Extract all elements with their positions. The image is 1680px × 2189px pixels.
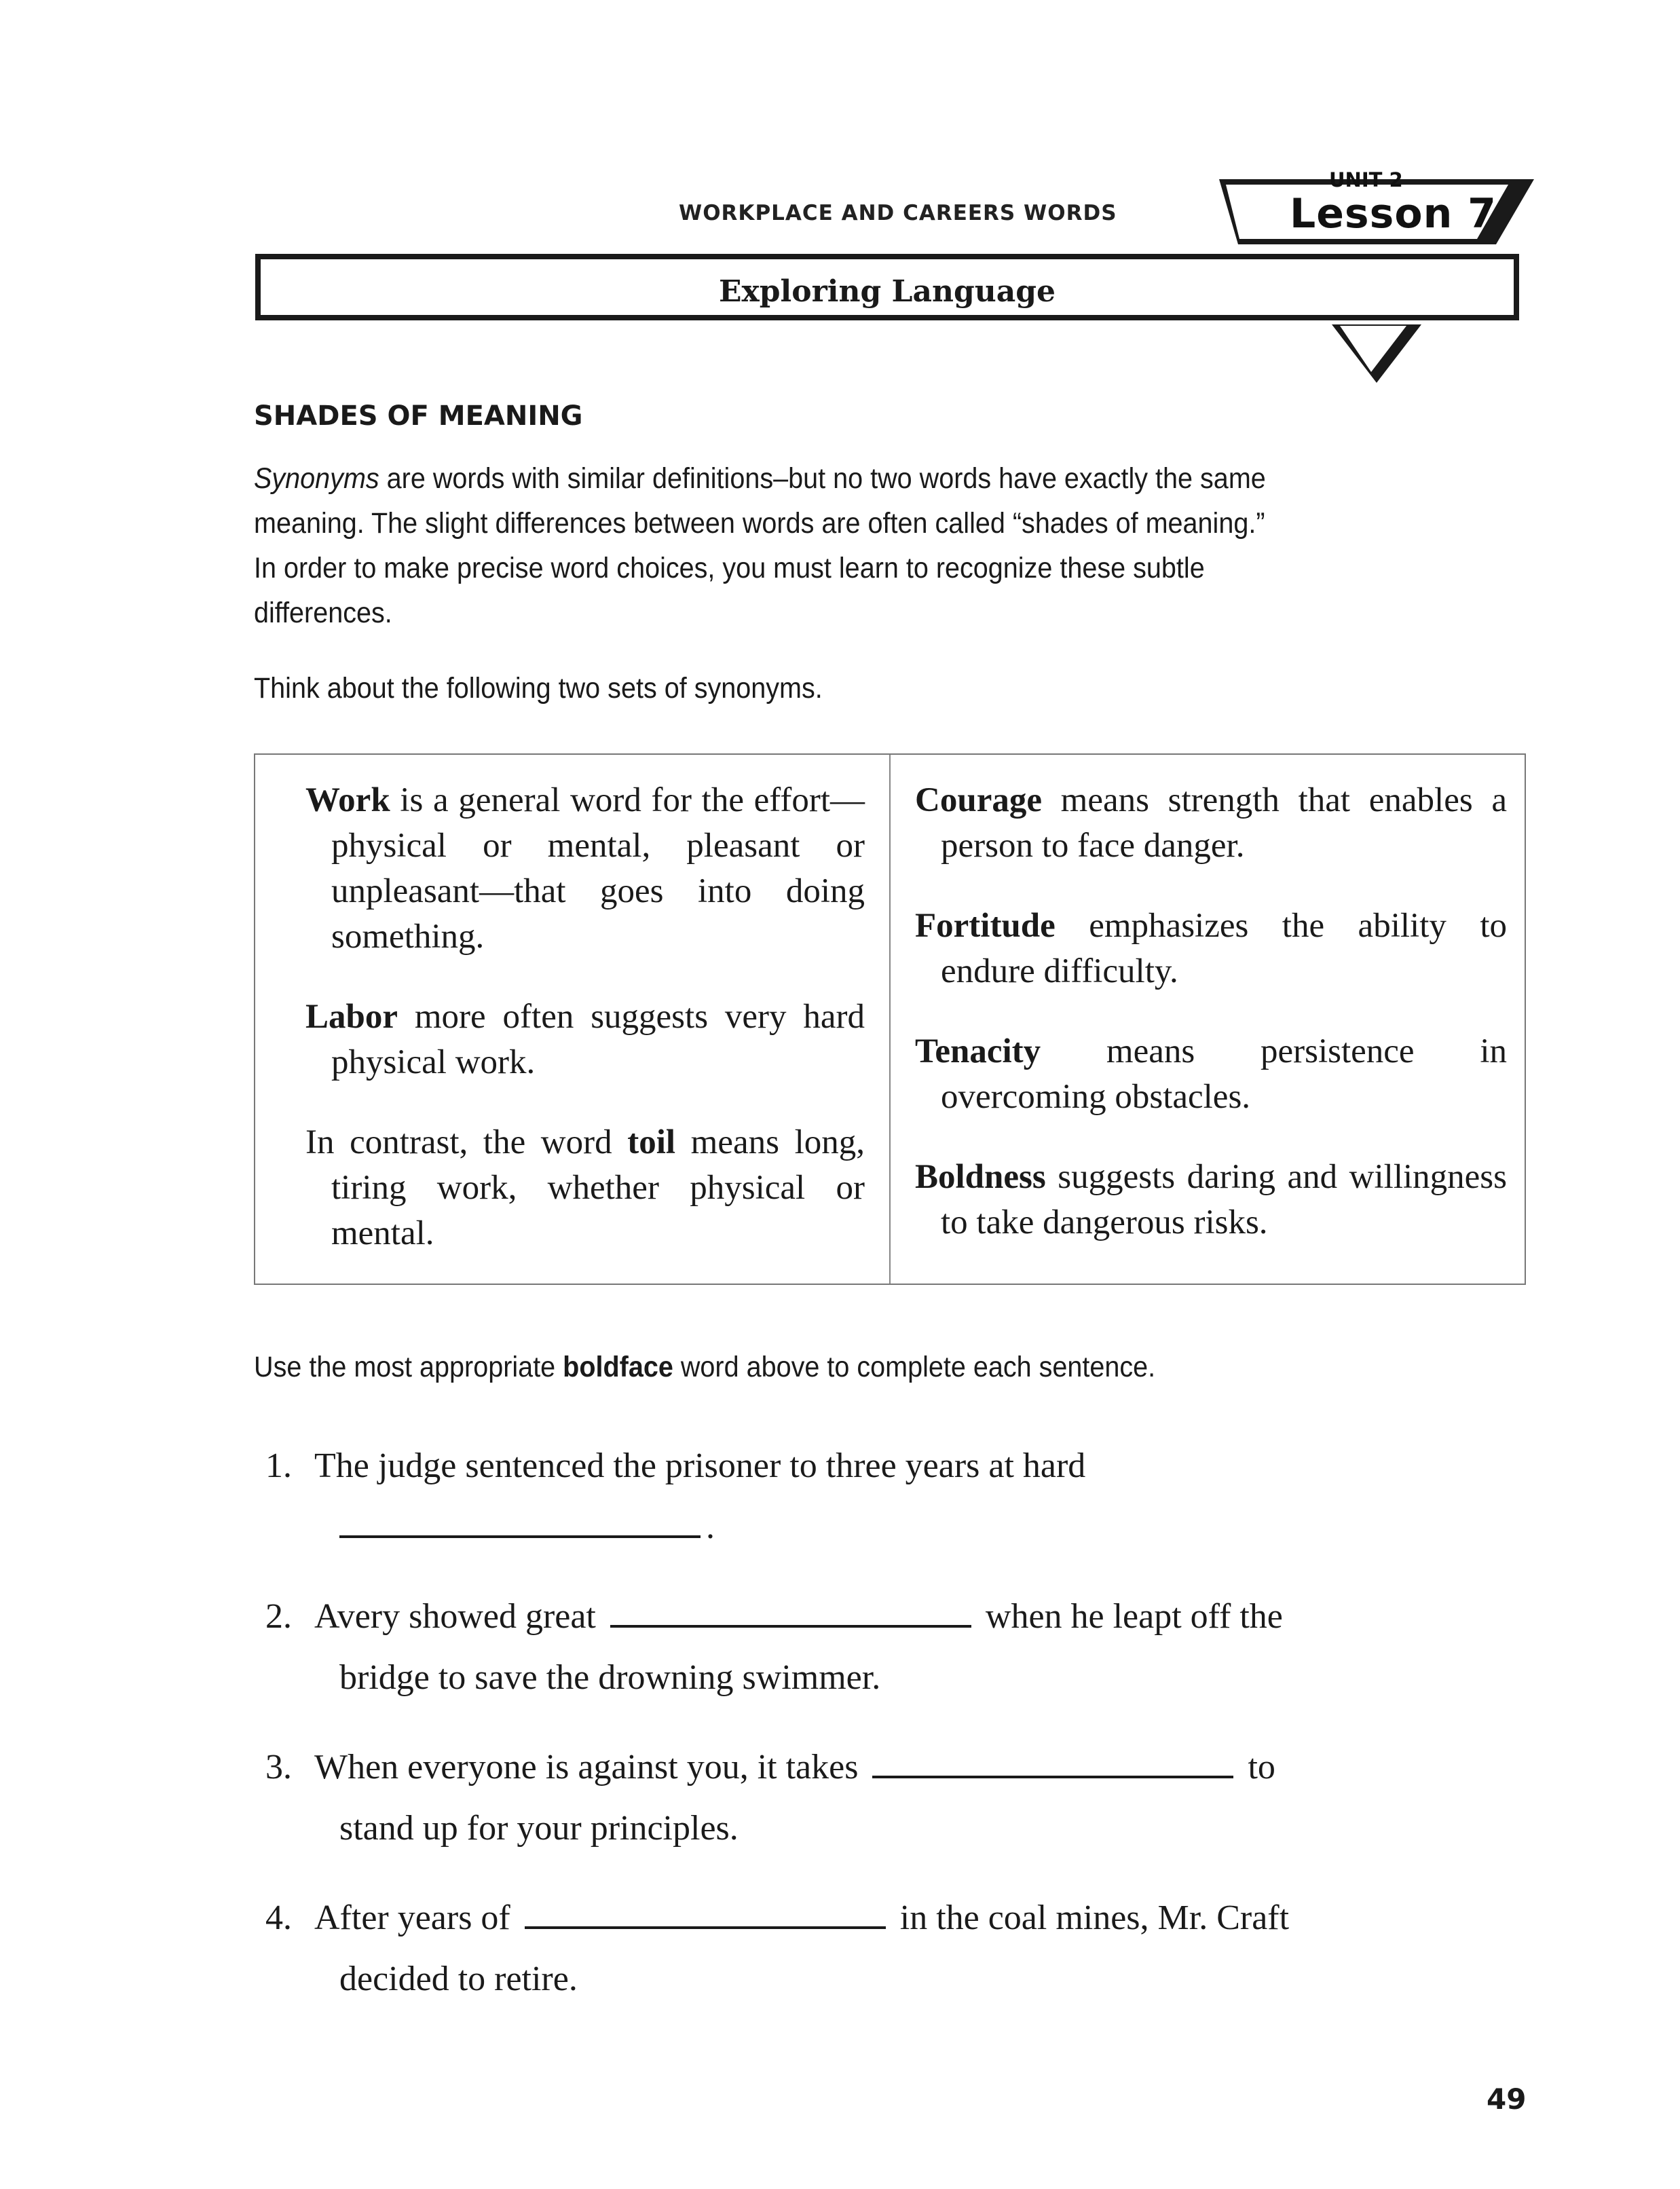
synonym-word: Tenacity: [915, 1032, 1041, 1070]
question-4-line-2: decided to retire.: [339, 1960, 578, 1998]
question-1-line-1: 1. The judge sentenced the prisoner to three years at hard: [238, 1446, 1085, 1486]
synonym-entry: Courage means strength that enables a person to face danger.: [915, 781, 1507, 865]
intro-italic-term: Synonyms: [254, 462, 379, 495]
answer-blank-4[interactable]: [525, 1926, 886, 1929]
synonym-word: toil: [627, 1123, 676, 1161]
answer-blank-1[interactable]: [339, 1535, 701, 1538]
intro-text: are words with similar definitions–but no two words have exactly the same meaning. The slight differences between words are often called “shades of meaning.” In order to make precise word choices, you must learn to recognize these subtle differences.: [254, 462, 1266, 629]
section-banner: [255, 254, 1519, 320]
synonym-word: Work: [305, 781, 390, 819]
question-1-line-2: .: [339, 1507, 715, 1547]
synonyms-box: [254, 753, 1526, 1285]
synonym-entry: Boldness suggests daring and willingness to take dangerous risks.: [915, 1158, 1507, 1241]
synonym-word: Fortitude: [915, 907, 1056, 945]
question-2-line-1: 2. Avery showed great when he leapt off the: [238, 1596, 1283, 1636]
question-3-line-2: stand up for your principles.: [339, 1809, 739, 1848]
synonyms-prompt: Think about the following two sets of synonyms.: [254, 672, 823, 705]
synonym-word: Labor: [305, 998, 398, 1036]
question-2-line-2: bridge to save the drowning swimmer.: [339, 1658, 881, 1697]
answer-blank-2[interactable]: [610, 1625, 971, 1628]
synonym-entry: Tenacity means persistence in overcoming obstacles.: [915, 1032, 1507, 1116]
lesson-label: Lesson 7: [1290, 190, 1497, 238]
synonym-entry: In contrast, the word toil means long, tiring work, whether physical or mental.: [305, 1123, 865, 1252]
synonym-entry: Work is a general word for the effort—physical or mental, pleasant or unpleasant—that goes into doing something.: [305, 781, 865, 956]
question-number: 2.: [265, 1597, 292, 1636]
unit-label: UNIT 2: [1329, 168, 1403, 191]
question-number: 3.: [265, 1748, 292, 1786]
answer-blank-3[interactable]: [872, 1776, 1233, 1778]
banner-title: Exploring Language: [718, 274, 1056, 309]
category-label: WORKPLACE AND CAREERS WORDS: [679, 201, 1117, 225]
question-number: 4.: [265, 1898, 292, 1937]
page-number: 49: [1487, 2082, 1527, 2116]
exercise-instruction: Use the most appropriate boldface word above to complete each sentence.: [254, 1351, 1156, 1383]
column-divider: [889, 755, 891, 1284]
synonym-word: Boldness: [915, 1158, 1046, 1196]
intro-paragraph: [254, 456, 1284, 635]
synonyms-left-column: [305, 778, 865, 1289]
section-heading: SHADES OF MEANING: [254, 400, 583, 432]
synonyms-right-column: [915, 778, 1507, 1278]
question-3-line-1: 3. When everyone is against you, it takes to: [238, 1747, 1275, 1787]
synonym-entry: Fortitude emphasizes the ability to endure difficulty.: [915, 907, 1507, 990]
synonym-word: Courage: [915, 781, 1042, 819]
question-4-line-1: 4. After years of in the coal mines, Mr. Craft: [238, 1898, 1289, 1938]
synonym-entry: Labor more often suggests very hard physical work.: [305, 998, 865, 1081]
question-number: 1.: [265, 1446, 292, 1485]
